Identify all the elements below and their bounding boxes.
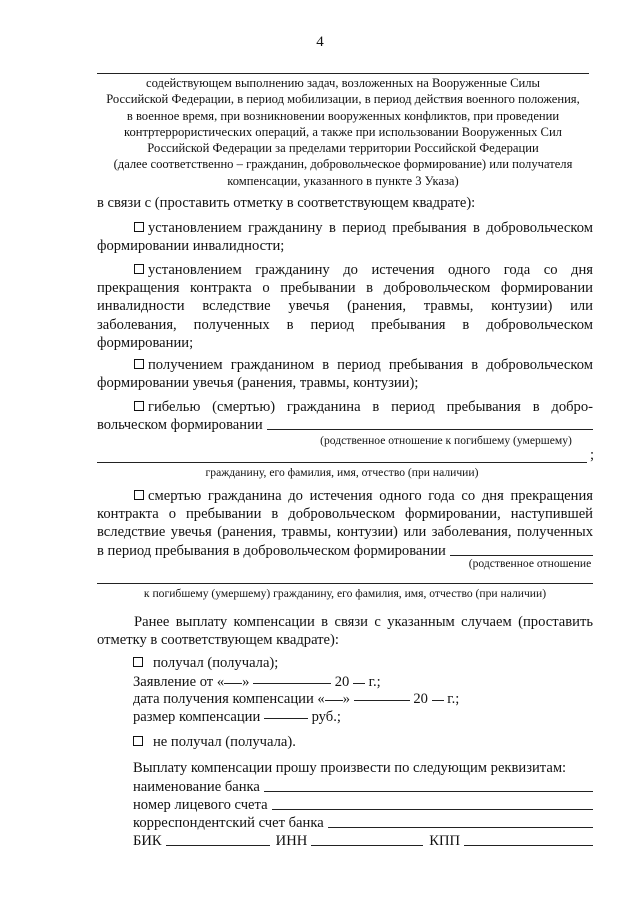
relationship-field-2[interactable] [450,555,593,556]
name-field-2[interactable] [97,583,593,584]
header-line: (далее соответственно – гражданин, добровольческое формирование) или получателя [113,157,573,172]
top-rule [97,73,589,74]
caption-name: гражданину, его фамилия, имя, отчество (при наличии) [205,466,479,479]
intro-text: в связи с (проставить отметку в соответствующем квадрате): [97,195,476,211]
header-line: контртеррористических операций, а также при использовании Вооруженных Сил [124,124,562,139]
name-field[interactable] [97,462,587,463]
caption-relationship-2: (родственное отношение [468,557,592,570]
checkbox-death[interactable] [134,401,144,411]
kpp-field[interactable] [464,845,593,846]
checkbox-injury[interactable] [134,359,144,369]
option-death: гибелью (смертью) гражданина в период пребывания в добро- вольческом формировании [97,399,593,434]
not-received-option: не получал (получала). [133,734,296,752]
application-date-row: Заявление от « » 20 г.; [133,674,381,690]
app-year-field[interactable] [353,682,365,684]
caption-relationship: (родственное отношение к погибшему (умершему) [320,434,572,447]
corr-account-row: корреспондентский счет банка [133,814,593,832]
option-death-after-contract: смертью гражданина до истечения одного года со дня прекращения контракта о пребывании в добровольческом формировании, наступившей вследствие увечья (ранения, травмы, контузии) или заболевания, полученных в период пребывания в добровольческом формировании [97,488,593,559]
account-row: номер лицевого счета [133,796,593,814]
date-day-field[interactable] [325,699,343,701]
header-line: содействующем выполнению задач, возложенных на Вооруженные Силы [146,76,540,90]
app-month-field[interactable] [253,682,331,684]
header-text [80,75,606,189]
header-line: в военное время, при возникновении вооруженных конфликтов, при проведении [126,108,560,123]
relationship-field[interactable] [267,429,593,430]
option-injury: получением гражданином в период пребывания в добровольческом формировании увечья (ранения, травмы, контузии); [97,357,593,392]
semicolon: ; [590,447,595,463]
account-field[interactable] [272,809,593,810]
corr-account-field[interactable] [328,827,593,828]
page-number: 4 [316,34,324,50]
header-line: Российской Федерации, в период мобилизации, в период действия военного положения, [106,92,580,107]
inn-field[interactable] [311,845,423,846]
checkbox-not-received[interactable] [133,736,143,746]
checkbox-death-after-contract[interactable] [134,490,144,500]
option-disability: установлением гражданину в период пребывания в добровольческом формировании инвалидности; [97,220,593,255]
header-line: компенсации, указанного в пункте 3 Указа) [227,173,459,188]
date-year-field[interactable] [432,699,444,701]
requisites-title: Выплату компенсации прошу произвести по следующим реквизитам: [133,760,567,776]
header-line: Российской Федерации за пределами территории Российской Федерации [147,141,539,156]
caption-name-2: к погибшему (умершему) гражданину, его фамилия, имя, отчество (при наличии) [143,587,547,600]
checkbox-disability[interactable] [134,222,144,232]
app-day-field[interactable] [224,682,242,684]
option-disability-after-contract: установлением гражданину до истечения одного года со дня прекращения контракта о пребывании в добровольческом формировании инвалидности вследствие увечья (ранения, травмы, контузии) или заболевания, полученных в период пребывания в добровольческом формировании; [97,262,593,351]
checkbox-disability-after-contract[interactable] [134,264,144,274]
bank-name-field[interactable] [264,791,593,792]
received-option: получал (получала); [133,655,278,673]
earlier-payment: Ранее выплату компенсации в связи с указанным случаем (проставить отметку в соответствующем квадрате): [97,614,593,649]
bank-name-row: наименование банка [133,778,593,796]
received-date-row: дата получения компенсации « » 20 г.; [133,691,460,707]
codes-row: БИК ИНН КПП [133,832,593,850]
date-month-field[interactable] [354,699,410,701]
checkbox-received[interactable] [133,657,143,667]
amount-row: размер компенсации руб.; [133,709,341,725]
bik-field[interactable] [166,845,270,846]
amount-field[interactable] [264,717,308,719]
